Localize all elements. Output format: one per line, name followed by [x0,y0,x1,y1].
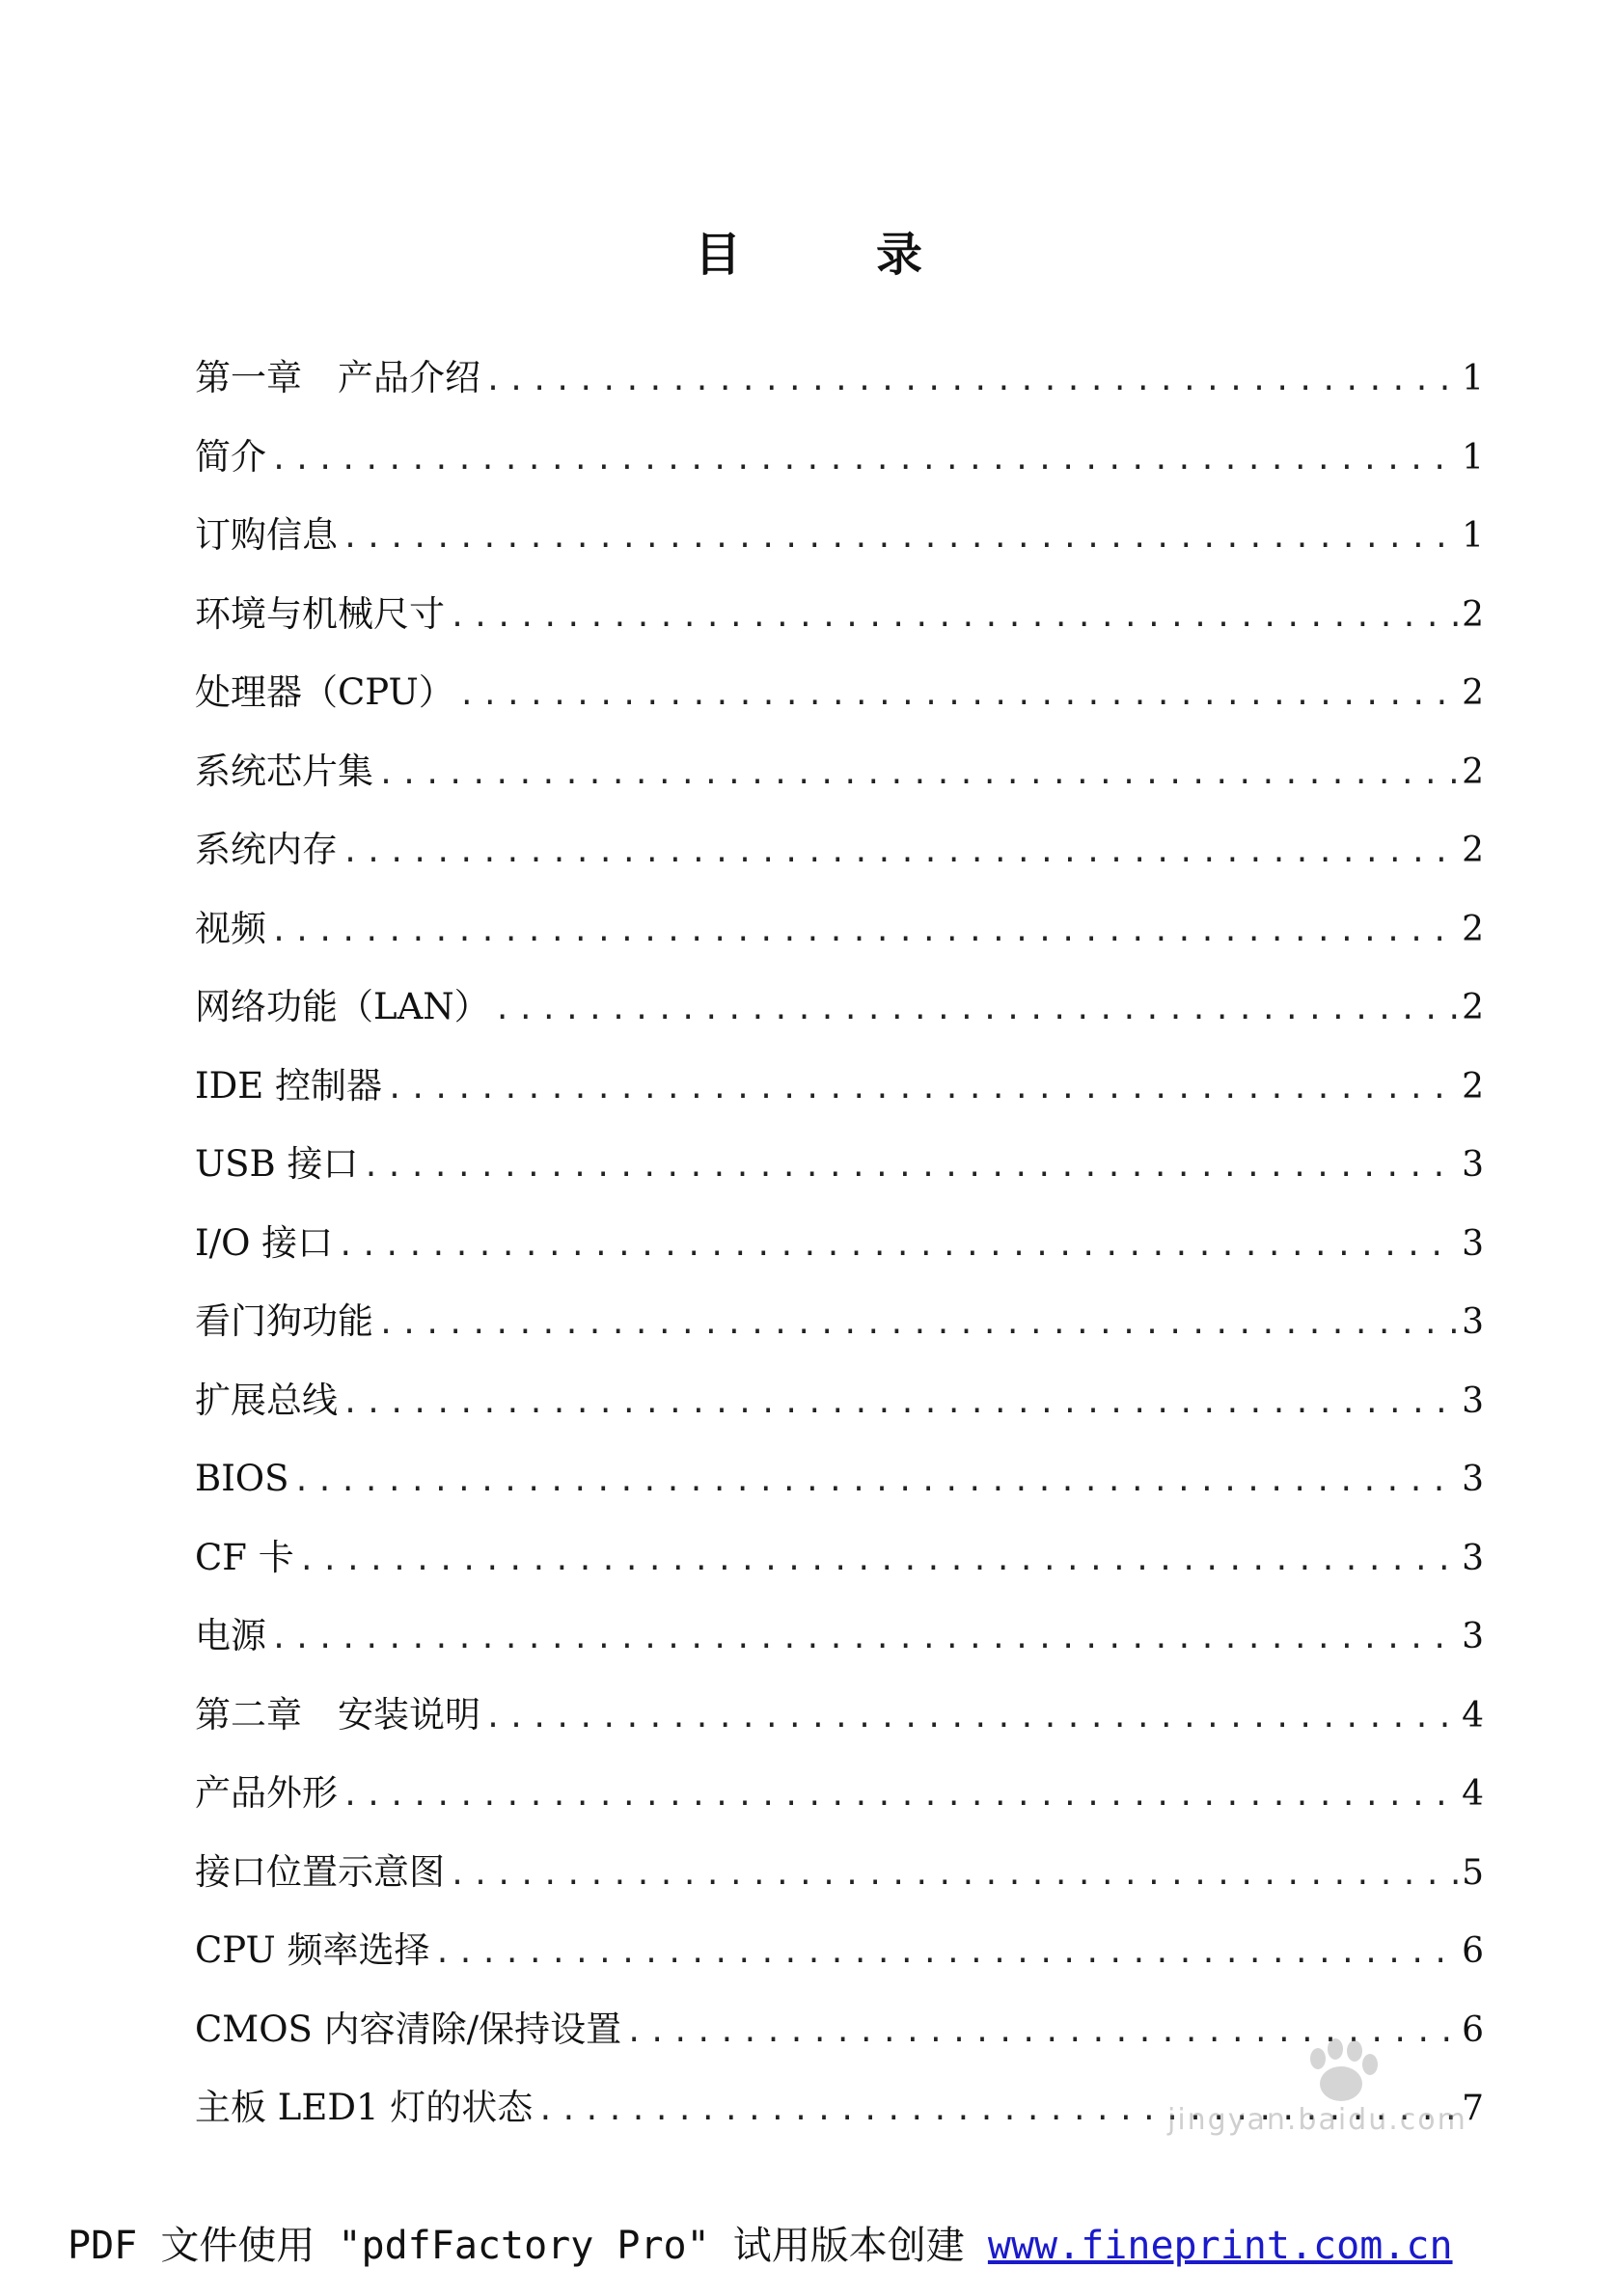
toc-dot-leader [377,1301,1458,1348]
toc-page-number: 6 [1462,1931,1484,1971]
toc-page-number: 2 [1462,594,1484,635]
toc-entry-label: 看门狗功能 [195,1300,373,1342]
toc-entry[interactable] [195,906,1484,985]
toc-entry[interactable] [195,1220,1484,1299]
toc-entry[interactable] [195,512,1484,591]
toc-entry-label: I/O 接口 [195,1221,334,1264]
toc-entry-label: 接口位置示意图 [195,1850,445,1893]
toc-entry[interactable] [195,355,1484,434]
toc-dot-leader [386,1066,1458,1112]
toc-dot-leader [270,437,1458,483]
toc-entry-label: CMOS 内容清除/保持设置 [195,2008,622,2050]
pdf-footer [68,2215,1453,2270]
toc-dot-leader [494,987,1458,1033]
toc-dot-leader [342,515,1458,561]
toc-dot-leader [342,830,1458,876]
toc-page-number: 2 [1462,988,1484,1027]
toc-entry[interactable] [195,670,1484,749]
toc-page-number: 3 [1462,1380,1484,1421]
toc-dot-leader [337,1223,1458,1270]
toc-page-number: 5 [1462,1852,1484,1893]
toc-entry-label: USB 接口 [195,1143,359,1185]
toc-entry[interactable] [195,1378,1484,1457]
toc-entry[interactable] [195,1927,1484,2007]
footer-link[interactable]: www.fineprint.com.cn [987,2224,1453,2268]
toc-entry[interactable] [195,1298,1484,1378]
toc-page-number: 3 [1462,1617,1484,1656]
toc-entry-label: 网络功能（LAN） [195,986,490,1027]
toc-entry-label: 系统内存 [195,829,338,870]
toc-dot-leader [484,1695,1458,1741]
toc-entry[interactable] [195,591,1484,670]
toc-page-number: 1 [1462,359,1484,398]
toc-page-number: 3 [1462,1302,1484,1342]
toc-page-number: 3 [1462,1223,1484,1264]
toc-entry[interactable] [195,1613,1484,1692]
toc-page-number: 2 [1462,831,1484,870]
baidu-paw-logo-icon [1138,2036,1544,2113]
toc-dot-leader [449,1852,1458,1899]
toc-entry[interactable] [195,1849,1484,1928]
toc-entry-label: 简介 [195,435,266,478]
toc-dot-leader [270,1616,1458,1662]
toc-page-number: 3 [1462,1145,1484,1185]
toc-entry-label: 主板 LED1 灯的状态 [195,2087,534,2128]
toc-entry-label: 视频 [195,907,266,949]
toc-dot-leader [342,1773,1458,1819]
toc-entry-label: 电源 [195,1615,266,1656]
toc-entry-label: 系统芯片集 [195,750,373,792]
toc-dot-leader [484,358,1458,404]
toc-entry-label: 处理器（CPU） [195,671,454,713]
toc-page-number: 3 [1462,1460,1484,1499]
toc-entry-label: 环境与机械尺寸 [195,592,445,635]
toc-entry-label: 扩展总线 [195,1379,338,1421]
toc-dot-leader [362,1144,1458,1190]
toc-dot-leader [298,1538,1458,1584]
page-title: 目 录 [694,228,967,282]
toc-dot-leader [293,1459,1459,1505]
toc-page-number: 3 [1462,1538,1484,1578]
watermark-url: jingyan.baidu.com [1167,2103,1467,2137]
toc-entry-label: CF 卡 [195,1536,294,1578]
toc-entry-label: CPU 频率选择 [195,1929,430,1971]
toc-page-number: 4 [1462,1774,1484,1814]
toc-entry[interactable] [195,1141,1484,1220]
toc-entry[interactable] [195,749,1484,828]
toc-entry[interactable] [195,1770,1484,1849]
toc-dot-leader [458,672,1458,719]
toc-entry-label: 订购信息 [195,514,338,556]
toc-entry[interactable] [195,1692,1484,1771]
toc-list [195,355,1484,2164]
toc-entry-label: 第二章 安装说明 [195,1693,480,1736]
toc-entry-label: BIOS [195,1458,289,1499]
toc-entry-label: 第一章 产品介绍 [195,357,480,398]
toc-page-number: 2 [1462,909,1484,949]
toc-entry[interactable] [195,1063,1484,1142]
toc-dot-leader [449,594,1458,641]
toc-page-number: 6 [1462,2009,1484,2050]
baidu-jingyan-watermark [1138,2036,1544,2209]
toc-page-number: 2 [1462,1066,1484,1107]
toc-entry[interactable] [195,827,1484,906]
toc-dot-leader [377,752,1458,798]
toc-page-number: 2 [1462,673,1484,713]
toc-entry[interactable] [195,1456,1484,1535]
toc-entry-label: IDE 控制器 [195,1064,383,1107]
footer-text: PDF 文件使用 "pdfFactory Pro" 试用版本创建 [68,2224,988,2268]
toc-page-number: 2 [1462,752,1484,792]
toc-entry[interactable] [195,1535,1484,1614]
toc-page-number: 1 [1462,516,1484,556]
toc-entry[interactable] [195,984,1484,1063]
toc-entry[interactable] [195,434,1484,513]
toc-page-number: 7 [1462,2089,1484,2128]
toc-page-number: 1 [1462,437,1484,478]
toc-dot-leader [270,909,1458,955]
toc-dot-leader [434,1930,1459,1977]
toc-page-number: 4 [1462,1695,1484,1736]
toc-entry-label: 产品外形 [195,1772,338,1814]
toc-dot-leader [342,1380,1458,1427]
